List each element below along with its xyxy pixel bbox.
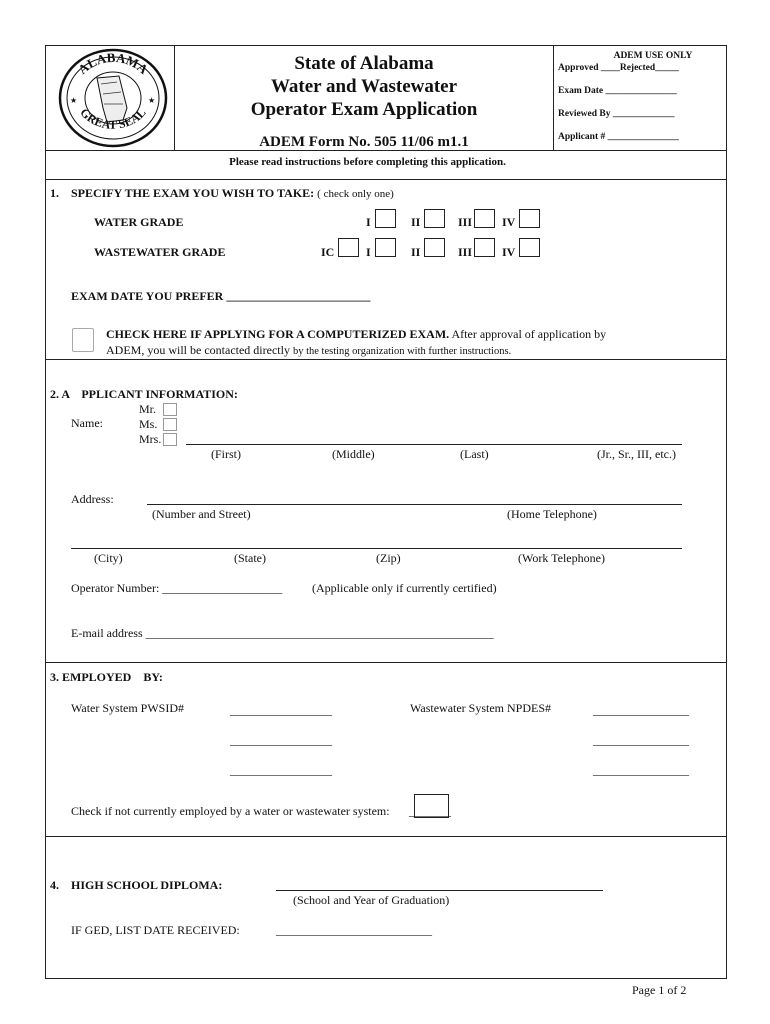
computerized-exam-bold: CHECK HERE IF APPLYING FOR A COMPUTERIZED EXAM.	[106, 327, 450, 341]
wastewater-grade-iv-label: IV	[502, 245, 516, 259]
office-use-title: ADEM USE ONLY	[613, 51, 693, 61]
divider	[553, 45, 554, 150]
street-field-line[interactable]	[147, 504, 682, 505]
divider	[45, 662, 726, 663]
name-label: Name:	[71, 416, 103, 430]
home-telephone-caption: (Home Telephone)	[507, 507, 597, 521]
form-title	[175, 52, 553, 121]
divider	[45, 179, 726, 180]
npdes-field-1[interactable]: ________________	[593, 703, 689, 717]
wastewater-grade-i-checkbox[interactable]	[375, 238, 396, 257]
work-telephone-caption: (Work Telephone)	[518, 551, 605, 565]
wastewater-grade-ii-checkbox[interactable]	[424, 238, 445, 257]
exam-date-field: Exam Date _______________	[558, 86, 677, 96]
operator-number-field[interactable]: Operator Number: ____________________	[71, 581, 283, 595]
title-mrs-label: Mrs.	[139, 432, 162, 446]
water-grade-iii-label: III	[458, 215, 473, 229]
suffix-caption: (Jr., Sr., III, etc.)	[597, 447, 676, 461]
divider	[45, 836, 726, 837]
seal-top-text: ALABAMA	[75, 49, 151, 77]
section4-heading: HIGH SCHOOL DIPLOMA:	[71, 878, 223, 892]
title-line-1: State of Alabama	[294, 53, 434, 74]
wastewater-grade-label: WASTEWATER GRADE	[94, 245, 226, 259]
wastewater-grade-iii-label: III	[458, 245, 473, 259]
section1-note: ( check only one)	[317, 188, 394, 200]
name-field-line[interactable]	[186, 444, 682, 445]
npdes-field-3[interactable]: ________________	[593, 763, 689, 777]
zip-caption: (Zip)	[376, 551, 401, 565]
section1-heading	[71, 186, 394, 201]
last-name-caption: (Last)	[460, 447, 489, 461]
page-number: Page 1 of 2	[632, 983, 687, 997]
wastewater-grade-iii-checkbox[interactable]	[474, 238, 495, 257]
middle-name-caption: (Middle)	[332, 447, 375, 461]
divider	[45, 359, 726, 360]
water-grade-ii-label: II	[411, 215, 421, 229]
title-mr-checkbox[interactable]	[163, 403, 177, 416]
wastewater-grade-iv-checkbox[interactable]	[519, 238, 540, 257]
section1-heading-text: SPECIFY THE EXAM YOU WISH TO TAKE:	[71, 186, 315, 200]
computerized-exam-line2a: ADEM, you will be contacted directly	[106, 343, 290, 357]
address-label: Address:	[71, 492, 114, 506]
section3-heading: 3. EMPLOYED BY:	[50, 670, 163, 684]
not-employed-label: Check if not currently employed by a water or wastewater system:	[71, 804, 390, 818]
title-ms-label: Ms.	[139, 417, 158, 431]
computerized-exam-checkbox[interactable]	[72, 328, 94, 352]
city-field-line[interactable]	[71, 548, 682, 549]
operator-number-note: (Applicable only if currently certified)	[312, 581, 497, 595]
street-caption: (Number and Street)	[152, 507, 251, 521]
section1-number: 1.	[50, 186, 59, 200]
water-grade-ii-checkbox[interactable]	[424, 209, 445, 228]
water-grade-i-checkbox[interactable]	[375, 209, 396, 228]
section2-heading: 2. A PPLICANT INFORMATION:	[50, 387, 238, 401]
wastewater-grade-ic-checkbox[interactable]	[338, 238, 359, 257]
ged-date-field[interactable]: __________________________	[276, 923, 432, 937]
applicant-number-field: Applicant # _______________	[558, 132, 679, 142]
section4-number: 4.	[50, 878, 59, 892]
email-field[interactable]: E-mail address __________________________________________________________	[71, 626, 494, 640]
computerized-exam-rest: After approval of application by	[451, 327, 607, 341]
svg-text:★: ★	[148, 96, 156, 105]
wastewater-grade-ii-label: II	[411, 245, 421, 259]
title-line-2: Water and Wastewater	[270, 76, 458, 97]
approved-rejected: Approved ____Rejected_____	[558, 63, 679, 73]
wastewater-grade-ic-label: IC	[321, 245, 335, 259]
water-grade-iv-label: IV	[502, 215, 516, 229]
school-field-line[interactable]	[276, 890, 603, 891]
computerized-exam-text	[106, 327, 606, 342]
water-system-label: Water System PWSID#	[71, 701, 185, 715]
pwsid-field-3[interactable]: _________________	[230, 763, 332, 777]
alabama-seal-icon	[57, 48, 169, 148]
water-grade-label: WATER GRADE	[94, 215, 184, 229]
exam-date-preference[interactable]: EXAM DATE YOU PREFER ________________________	[71, 289, 371, 303]
not-employed-blank: _______	[409, 804, 451, 818]
first-name-caption: (First)	[211, 447, 241, 461]
office-use-box	[558, 50, 724, 143]
not-employed-checkbox[interactable]	[414, 794, 449, 818]
wastewater-system-label: Wastewater System NPDES#	[410, 701, 552, 715]
title-ms-checkbox[interactable]	[163, 418, 177, 431]
npdes-field-2[interactable]: ________________	[593, 733, 689, 747]
form-number: ADEM Form No. 505 11/06 m1.1	[259, 134, 469, 150]
computerized-exam-line2	[106, 343, 511, 358]
pwsid-field-1[interactable]: _________________	[230, 703, 332, 717]
school-caption: (School and Year of Graduation)	[293, 893, 450, 907]
title-mr-label: Mr.	[139, 402, 157, 416]
city-caption: (City)	[94, 551, 123, 565]
ged-label: IF GED, LIST DATE RECEIVED:	[71, 923, 240, 937]
pwsid-field-2[interactable]: _________________	[230, 733, 332, 747]
state-caption: (State)	[234, 551, 266, 565]
svg-text:★: ★	[70, 96, 78, 105]
water-grade-iv-checkbox[interactable]	[519, 209, 540, 228]
wastewater-grade-i-label: I	[366, 245, 371, 259]
seal-bottom-text: GREAT SEAL	[77, 105, 149, 132]
title-line-3: Operator Exam Application	[250, 99, 478, 120]
water-grade-iii-checkbox[interactable]	[474, 209, 495, 228]
title-mrs-checkbox[interactable]	[163, 433, 177, 446]
computerized-exam-line2b: by the testing organization with further instructions.	[292, 346, 512, 357]
reviewed-by-field: Reviewed By _____________	[558, 109, 675, 119]
instructions: Please read instructions before completing this application.	[229, 156, 506, 168]
water-grade-i-label: I	[366, 215, 371, 229]
